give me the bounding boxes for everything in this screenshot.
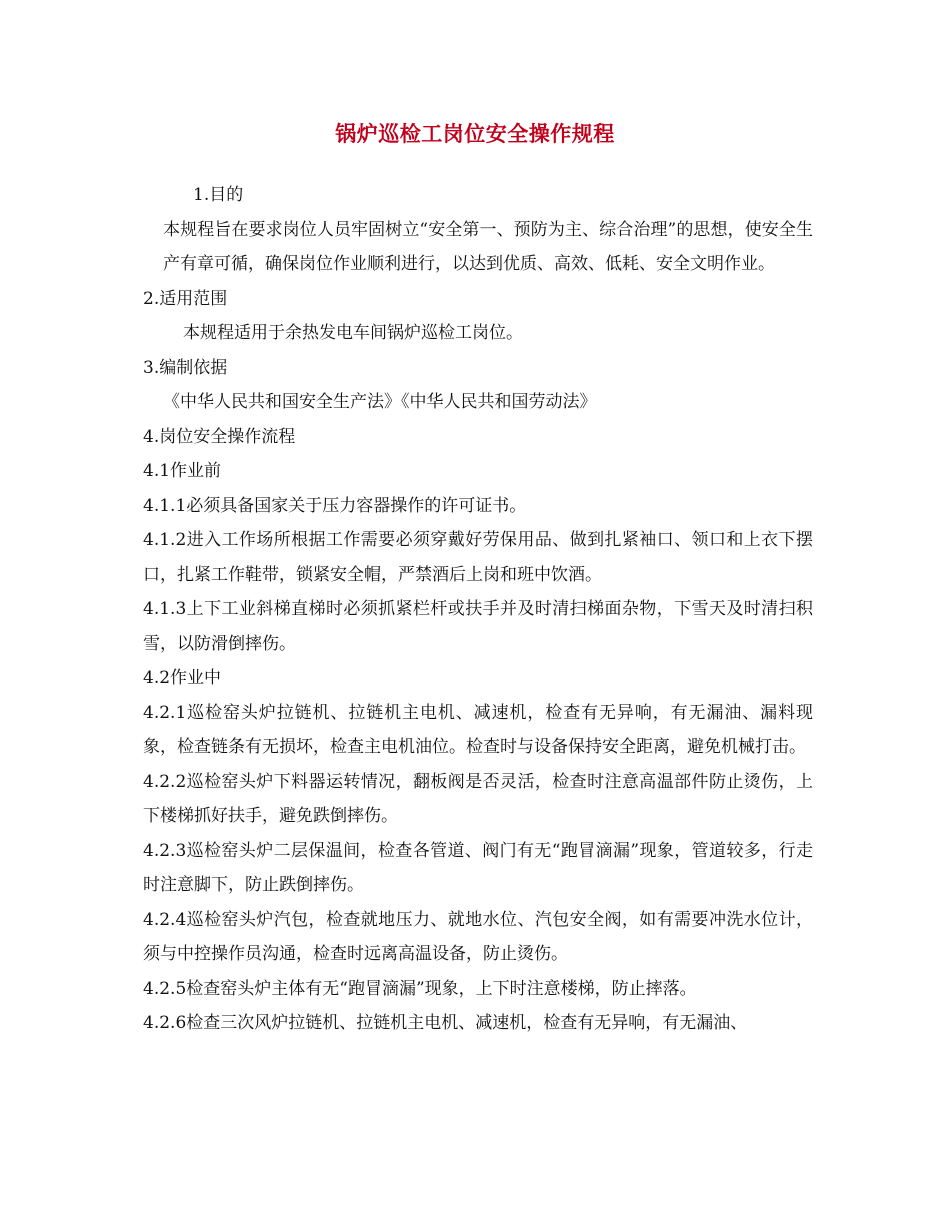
paragraph: 《中华人民共和国安全生产法》《中华人民共和国劳动法》 — [163, 392, 597, 412]
paragraph: 本规程旨在要求岗位人员牢固树立“安全第一、预防为主、综合治理”的思想，使安全生产有章可循，确保岗位作业顺利进行，以达到优质、高效、低耗、安全文明作业。 — [163, 219, 813, 274]
list-item: 4.2.5检查窑头炉主体有无“跑冒滴漏”现象，上下时注意楼梯，防止摔落。 — [143, 978, 697, 999]
list-item: 4.2.2巡检窑头炉下料器运转情况，翻板阀是否灵活，检查时注意高温部件防止烫伤，上下楼梯抓好扶手，避免跌倒摔伤。 — [143, 771, 813, 826]
section-heading: 3.编制依据 — [143, 357, 228, 378]
document-body — [143, 178, 813, 1041]
list-item: 4.1.3上下工业斜梯直梯时必须抓紧栏杆或扶手并及时清扫梯面杂物，下雪天及时清扫积雪，以防滑倒摔伤。 — [143, 599, 813, 654]
list-item: 4.1.1必须具备国家关于压力容器操作的许可证书。 — [143, 495, 527, 516]
list-item: 4.2.4巡检窑头炉汽包，检查就地压力、就地水位、汽包安全阀，如有需要冲洗水位计，须与中控操作员沟通，检查时远离高温设备，防止烫伤。 — [143, 909, 813, 964]
section-heading: 2.适用范围 — [143, 288, 228, 309]
paragraph: 本规程适用于余热发电车间锅炉巡检工岗位。 — [183, 323, 523, 343]
list-item: 4.1.2进入工作场所根据工作需要必须穿戴好劳保用品、做到扎紧袖口、领口和上衣下摆口，扎紧工作鞋带，锁紧安全帽，严禁酒后上岗和班中饮酒。 — [143, 530, 813, 585]
section-heading: 1.目的 — [193, 185, 244, 205]
list-item: 4.2.3巡检窑头炉二层保温间，检查各管道、阀门有无“跑冒滴漏”现象，管道较多，行走时注意脚下，防止跌倒摔伤。 — [143, 840, 813, 895]
list-item: 4.2.6检查三次风炉拉链机、拉链机主电机、减速机，检查有无异响，有无漏油、 — [143, 1013, 748, 1033]
subsection-heading: 4.1作业前 — [143, 461, 222, 481]
section-heading: 4.岗位安全操作流程 — [143, 426, 296, 447]
page-title: 锅炉巡检工岗位安全操作规程 — [335, 121, 615, 146]
list-item: 4.2.1巡检窑头炉拉链机、拉链机主电机、减速机，检查有无异响，有无漏油、漏料现象，检查链条有无损坏，检查主电机油位。检查时与设备保持安全距离，避免机械打击。 — [143, 702, 813, 757]
subsection-heading: 4.2作业中 — [143, 668, 222, 688]
